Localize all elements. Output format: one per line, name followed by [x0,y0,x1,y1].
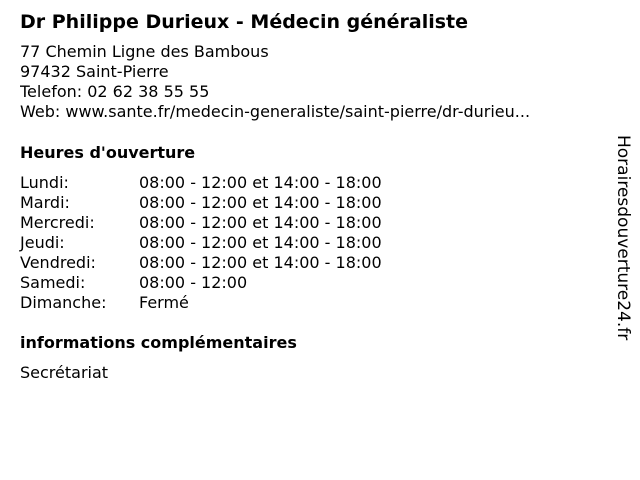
additional-info-heading: informations complémentaires [20,333,297,352]
day-hours: 08:00 - 12:00 et 14:00 - 18:00 [139,213,382,232]
day-hours: 08:00 - 12:00 et 14:00 - 18:00 [139,253,382,272]
day-hours: 08:00 - 12:00 et 14:00 - 18:00 [139,193,382,212]
opening-hours-heading: Heures d'ouverture [20,143,196,162]
city-address: 97432 Saint-Pierre [20,62,169,81]
day-hours: Fermé [139,293,189,312]
hours-row-friday [20,253,600,273]
hours-row-saturday [20,273,600,293]
day-hours: 08:00 - 12:00 [139,273,248,292]
day-label: Mardi: [20,193,70,212]
day-hours: 08:00 - 12:00 et 14:00 - 18:00 [139,173,382,192]
day-label: Mercredi: [20,213,95,232]
street-address: 77 Chemin Ligne des Bambous [20,42,269,61]
day-label: Dimanche: [20,293,107,312]
day-label: Vendredi: [20,253,96,272]
hours-row-tuesday [20,193,600,213]
business-card [20,10,600,383]
opening-hours-table [20,173,600,313]
website-link[interactable]: Web: www.sante.fr/medecin-generaliste/saint-pierre/dr-durieu... [20,102,531,121]
hours-row-monday [20,173,600,193]
address-block [20,42,600,122]
hours-row-sunday [20,293,600,313]
day-label: Lundi: [20,173,69,192]
day-label: Samedi: [20,273,86,292]
hours-row-thursday [20,233,600,253]
day-label: Jeudi: [20,233,65,252]
hours-row-wednesday [20,213,600,233]
page-title: Dr Philippe Durieux - Médecin généraliste [20,11,469,33]
phone-number: Telefon: 02 62 38 55 55 [20,82,210,101]
additional-info-text: Secrétariat [20,363,109,382]
site-watermark: Horairesdouverture24.fr [613,135,633,341]
day-hours: 08:00 - 12:00 et 14:00 - 18:00 [139,233,382,252]
